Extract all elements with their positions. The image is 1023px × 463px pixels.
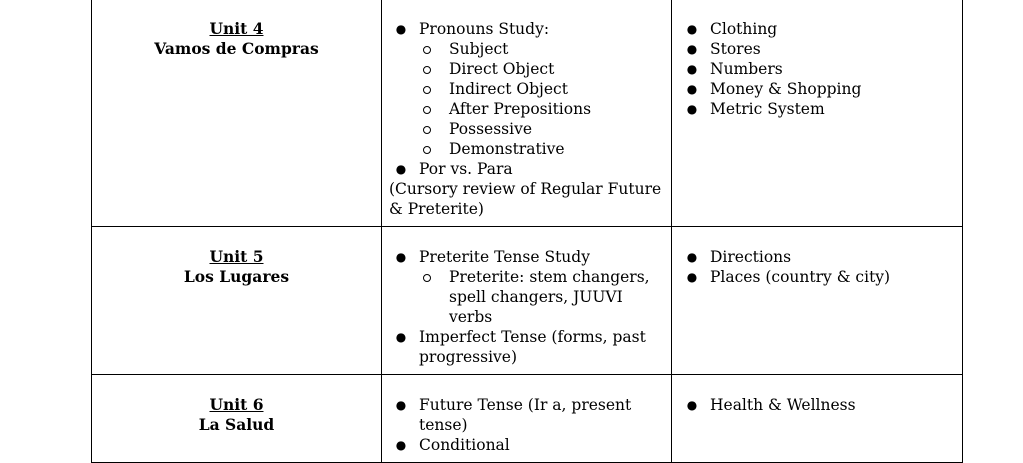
bullet-icon: ● <box>686 270 698 284</box>
bullet-icon: ● <box>686 102 698 116</box>
grammar-subitem-text: Demonstrative <box>449 140 565 158</box>
bullet-icon: ● <box>686 42 698 56</box>
circle-bullet-icon <box>423 46 431 54</box>
grammar-subitem-text: After Prepositions <box>449 100 592 118</box>
grammar-item-text: Pronouns Study: <box>419 20 550 38</box>
vocabulary-item <box>680 39 954 59</box>
vocabulary-cell <box>672 227 963 375</box>
unit-number: Unit 5 <box>209 247 264 266</box>
bullet-icon: ● <box>395 250 407 264</box>
grammar-subitem <box>419 267 663 327</box>
grammar-note: (Cursory review of Regular Future & Preterite) <box>389 180 662 218</box>
bullet-icon: ● <box>395 398 407 412</box>
vocabulary-item <box>680 267 954 287</box>
grammar-item-text: Imperfect Tense (forms, past progressive) <box>419 328 646 366</box>
grammar-item-text: Por vs. Para <box>419 160 513 178</box>
curriculum-table <box>91 0 963 463</box>
circle-bullet-icon <box>423 66 431 74</box>
grammar-subitem <box>419 99 663 119</box>
bullet-icon: ● <box>686 82 698 96</box>
vocabulary-item-text: Places (country & city) <box>710 268 891 286</box>
vocabulary-item <box>680 99 954 119</box>
vocabulary-item-text: Directions <box>710 248 792 266</box>
vocabulary-item <box>680 247 954 267</box>
vocabulary-item <box>680 79 954 99</box>
circle-bullet-icon <box>423 126 431 134</box>
unit-row <box>92 0 963 227</box>
bullet-icon: ● <box>686 62 698 76</box>
bullet-icon: ● <box>395 162 407 176</box>
grammar-subitem-text: Direct Object <box>449 60 555 78</box>
grammar-cell <box>382 0 672 227</box>
unit-title: La Salud <box>198 415 275 434</box>
bullet-icon: ● <box>395 438 407 452</box>
bullet-icon: ● <box>686 398 698 412</box>
unit-row <box>92 227 963 375</box>
vocabulary-item-text: Stores <box>710 40 761 58</box>
grammar-cell <box>382 375 672 463</box>
vocabulary-item-text: Numbers <box>710 60 783 78</box>
vocabulary-item <box>680 59 954 79</box>
circle-bullet-icon <box>423 146 431 154</box>
grammar-subitem-text: Indirect Object <box>449 80 568 98</box>
grammar-cell <box>382 227 672 375</box>
circle-bullet-icon <box>423 86 431 94</box>
grammar-item <box>389 247 663 327</box>
unit-cell <box>92 375 382 463</box>
bullet-icon: ● <box>686 250 698 264</box>
unit-number: Unit 4 <box>209 19 264 38</box>
vocabulary-item-text: Health & Wellness <box>710 396 856 414</box>
vocabulary-item <box>680 395 954 415</box>
unit-cell <box>92 227 382 375</box>
unit-title: Los Lugares <box>183 267 290 286</box>
grammar-item <box>389 435 663 455</box>
grammar-subitem <box>419 119 663 139</box>
vocabulary-item <box>680 19 954 39</box>
grammar-subitem <box>419 39 663 59</box>
grammar-item <box>389 327 663 367</box>
circle-bullet-icon <box>423 106 431 114</box>
grammar-subitem <box>419 59 663 79</box>
unit-number: Unit 6 <box>209 395 264 414</box>
grammar-item <box>389 395 663 435</box>
vocabulary-cell <box>672 375 963 463</box>
grammar-subitem-text: Preterite: stem changers, spell changers, JUUVI verbs <box>449 268 650 326</box>
bullet-icon: ● <box>686 22 698 36</box>
unit-title: Vamos de Compras <box>154 39 319 58</box>
grammar-subitem <box>419 79 663 99</box>
grammar-item-text: Future Tense (Ir a, present tense) <box>419 396 632 434</box>
grammar-subitem-text: Possessive <box>449 120 533 138</box>
vocabulary-item-text: Money & Shopping <box>710 80 862 98</box>
unit-row <box>92 375 963 463</box>
grammar-item <box>389 19 663 159</box>
grammar-item-text: Preterite Tense Study <box>419 248 590 266</box>
grammar-item-text: Conditional <box>419 436 510 454</box>
vocabulary-item-text: Metric System <box>710 100 825 118</box>
grammar-subitem <box>419 139 663 159</box>
grammar-item <box>389 159 663 179</box>
bullet-icon: ● <box>395 330 407 344</box>
unit-cell <box>92 0 382 227</box>
vocabulary-item-text: Clothing <box>710 20 778 38</box>
grammar-subitem-text: Subject <box>449 40 509 58</box>
vocabulary-cell <box>672 0 963 227</box>
circle-bullet-icon <box>423 274 431 282</box>
bullet-icon: ● <box>395 22 407 36</box>
